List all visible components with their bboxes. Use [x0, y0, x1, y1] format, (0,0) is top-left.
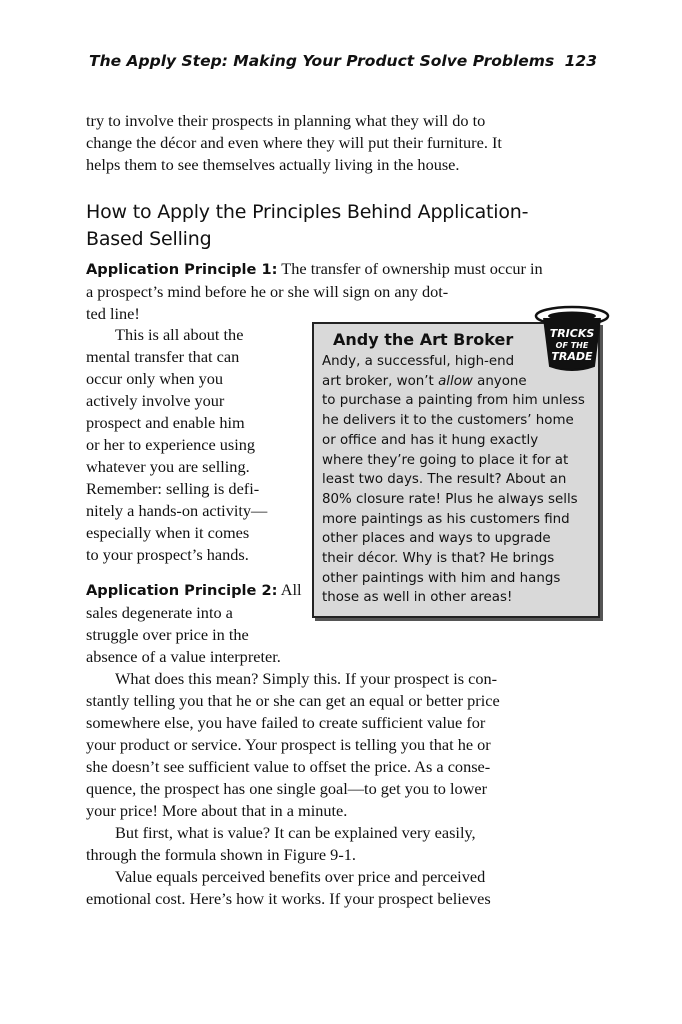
- text-line: This is all about the: [115, 325, 244, 344]
- value-paragraph: [86, 668, 598, 910]
- text-segment: All: [277, 580, 302, 599]
- principle-2: [86, 579, 326, 668]
- text-line: through the formula shown in Figure 9-1.: [86, 845, 356, 864]
- text-line: struggle over price in the: [86, 625, 249, 644]
- tricks-of-the-trade-hat-icon: [534, 304, 610, 374]
- emphasis: allow: [438, 373, 473, 389]
- section-heading: [86, 199, 586, 253]
- text-line: nitely a hands-on activity—: [86, 501, 268, 520]
- principle-2-label: Application Principle 2:: [86, 582, 278, 599]
- text-line: to your prospect’s hands.: [86, 545, 249, 564]
- text-line: actively involve your: [86, 391, 225, 410]
- text-line: somewhere else, you have failed to create sufficient value for: [86, 713, 486, 732]
- text-line: other places and ways to upgrade: [322, 531, 551, 547]
- text-line: a prospect’s mind before he or she will sign on any dot-: [86, 282, 449, 301]
- text-line: your product or service. Your prospect is telling you that he or: [86, 735, 491, 754]
- principle-2-first-line: [86, 579, 326, 602]
- text-line: your price! More about that in a minute.: [86, 801, 348, 820]
- principle-1-explanation: [86, 324, 306, 566]
- text-line: or office and has it hung exactly: [322, 432, 539, 448]
- principle-1: [86, 258, 598, 325]
- text-line: absence of a value interpreter.: [86, 647, 281, 666]
- heading-line: How to Apply the Principles Behind Application-: [86, 201, 529, 223]
- text-line: sales degenerate into a: [86, 603, 233, 622]
- text-line: 80% closure rate! Plus he always sells: [322, 491, 578, 507]
- page-number: 123: [564, 52, 597, 70]
- text-line: occur only when you: [86, 369, 223, 388]
- text-line: whatever you are selling.: [86, 457, 250, 476]
- sidebar-line-emphasis: [322, 372, 594, 392]
- hat-text-of-the: OF THE: [555, 341, 589, 350]
- text-line: helps them to see themselves actually living in the house.: [86, 155, 460, 174]
- text-line: especially when it comes: [86, 523, 250, 542]
- text-line: What does this mean? Simply this. If your prospect is con-: [115, 669, 498, 688]
- text-line: or her to experience using: [86, 435, 256, 454]
- sidebar-body: [322, 352, 594, 608]
- sidebar-title: Andy the Art Broker: [333, 330, 514, 349]
- principle-1-first-line: [86, 258, 598, 281]
- text-line: Andy, a successful, high-end: [322, 354, 515, 369]
- text-line: stantly telling you that he or she can get an equal or better price: [86, 691, 500, 710]
- text-line: But first, what is value? It can be explained very easily,: [115, 823, 476, 842]
- text-line: Value equals perceived benefits over price and perceived: [115, 867, 486, 886]
- text-line: to purchase a painting from him unless: [322, 393, 585, 409]
- chapter-title: The Apply Step: Making Your Product Solve Problems: [89, 52, 555, 70]
- hat-text-tricks: TRICKS: [549, 327, 595, 340]
- text-line: emotional cost. Here’s how it works. If your prospect believes: [86, 889, 491, 908]
- text-line: change the décor and even where they will put their furniture. It: [86, 133, 502, 152]
- text-line: least two days. The result? About an: [322, 472, 567, 488]
- text-line: ted line!: [86, 304, 140, 323]
- hat-text-trade: TRADE: [551, 350, 593, 363]
- text-segment: art broker, won’t: [322, 373, 439, 389]
- text-line: try to involve their prospects in planning what they will do to: [86, 111, 486, 130]
- text-line: quence, the prospect has one single goal—to get you to lower: [86, 779, 488, 798]
- text-line: he delivers it to the customers’ home: [322, 413, 574, 429]
- text-line: where they’re going to place it for at: [322, 452, 569, 468]
- text-segment: The transfer of ownership must occur in: [277, 259, 543, 278]
- principle-1-label: Application Principle 1:: [86, 261, 278, 278]
- text-line: those as well in other areas!: [322, 590, 513, 606]
- text-line: their décor. Why is that? He brings: [322, 551, 555, 567]
- text-line: prospect and enable him: [86, 413, 245, 432]
- heading-line: Based Selling: [86, 228, 212, 250]
- text-line: she doesn’t see sufficient value to offset the price. As a conse-: [86, 757, 491, 776]
- text-segment: anyone: [472, 373, 527, 389]
- text-line: Remember: selling is defi-: [86, 479, 260, 498]
- running-header: [89, 52, 597, 76]
- intro-paragraph: [86, 110, 598, 176]
- text-line: mental transfer that can: [86, 347, 240, 366]
- text-line: other paintings with him and hangs: [322, 570, 561, 586]
- text-line: more paintings as his customers find: [322, 511, 570, 527]
